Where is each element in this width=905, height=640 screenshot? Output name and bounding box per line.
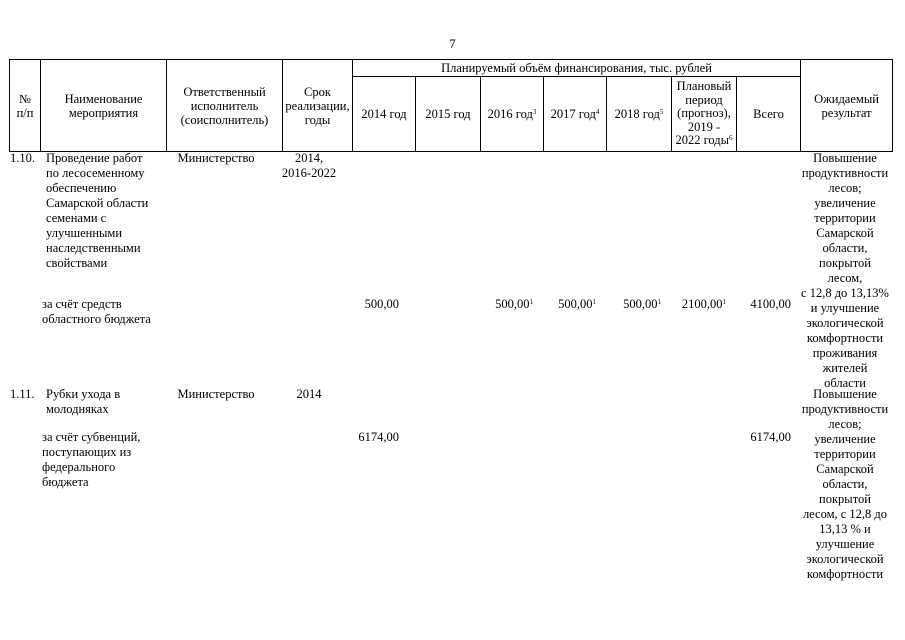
row-term: 2014, 2016-2022: [281, 151, 337, 180]
row-value-planned: 2100,00$^1$: [681, 297, 726, 311]
col-header-funding: Планируемый объём финансирования, тыс. рублей: [353, 60, 801, 77]
row-funding-source: за счёт субвенций, поступающих из федерального бюджета: [42, 430, 141, 489]
col-header-num: № п/п: [10, 60, 41, 152]
col-header-2014: 2014 год: [353, 77, 416, 152]
row-value-total: 6174,00: [750, 430, 791, 444]
col-header-term: Срок реализации, годы: [283, 60, 353, 152]
row-term: 2014: [296, 387, 322, 401]
col-header-name: Наименование мероприятия: [41, 60, 167, 152]
row-name: Проведение работ по лесосеменному обеспечению Самарской области семенами с улучшенными наследственными свойствами: [46, 151, 149, 270]
col-header-responsible: Ответственный исполнитель (соисполнитель): [167, 60, 283, 152]
row-value-total: 4100,00: [750, 297, 791, 311]
row-num: 1.10.: [10, 151, 35, 165]
row-result: Повышение продуктивности лесов; увеличение территории Самарской области, покрытой лесом, с 12,8 до 13,13 % и улучшение экологической комфортности: [801, 387, 889, 581]
col-header-total: Всего: [737, 77, 801, 152]
col-header-result: Ожидаемый результат: [801, 60, 893, 152]
col-header-2016: 2016 год$^3$: [481, 77, 544, 152]
row-value-2014: 500,00: [364, 297, 399, 311]
row-name: Рубки ухода в молодняках: [46, 387, 121, 416]
col-header-planned: Плановый период (прогноз), 2019 - 2022 годы$^6$: [672, 77, 737, 152]
row-value-2014: 6174,00: [358, 430, 399, 444]
col-header-2017: 2017 год$^4$: [544, 77, 607, 152]
row-value-2018: 500,00$^1$: [623, 297, 661, 311]
col-header-2018: 2018 год$^5$: [607, 77, 672, 152]
row-value-2016: 500,00$^1$: [495, 297, 533, 311]
row-result: Повышение продуктивности лесов; увеличение территории Самарской области, покрытой лесом, с 12,8 до 13,13% и улучшение экологической комфортности проживания жителей области: [801, 151, 889, 390]
row-num: 1.11.: [10, 387, 35, 401]
row-funding-source: за счёт средств областного бюджета: [42, 297, 151, 326]
row-responsible: Министерство: [177, 387, 255, 401]
col-header-2015: 2015 год: [416, 77, 481, 152]
row-responsible: Министерство: [177, 151, 255, 165]
page-number: 7: [449, 36, 456, 51]
row-value-2017: 500,00$^1$: [558, 297, 596, 311]
table-header: [9, 59, 893, 152]
